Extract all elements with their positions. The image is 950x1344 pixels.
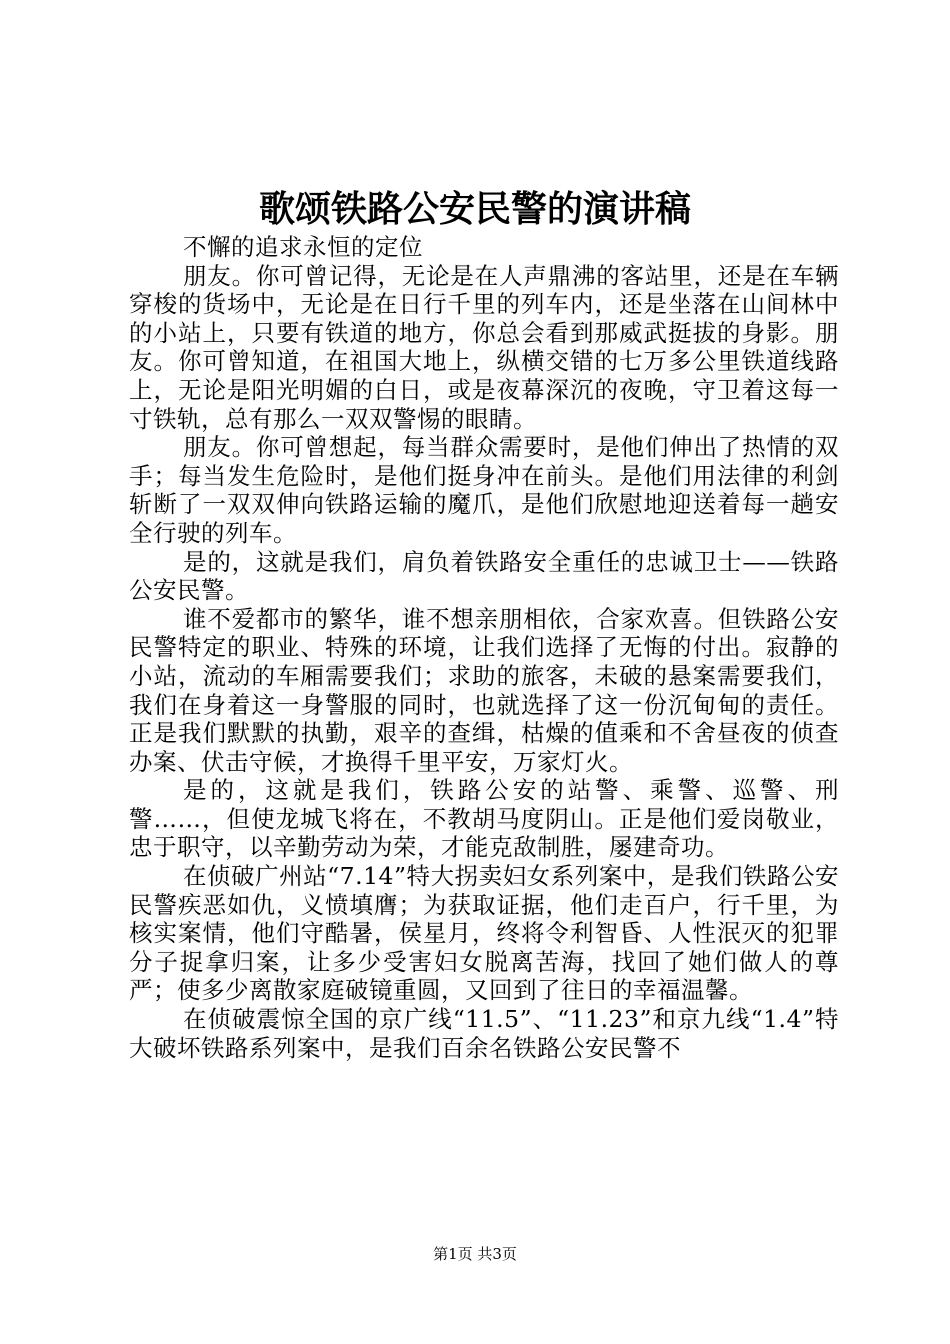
body-paragraph: 是的，这就是我们，肩负着铁路安全重任的忠诚卫士——铁路公安民警。 xyxy=(129,547,839,605)
body-paragraph: 朋友。你可曾记得，无论是在人声鼎沸的客站里，还是在车辆穿梭的货场中，无论是在日行千里的列车内，还是坐落在山间林中的小站上，只要有铁道的地方，你总会看到那威武挺拔的身影。朋友。你可曾知道，在祖国大地上，纵横交错的七万多公里铁道线路上，无论是阳光明媚的白日，或是夜幕深沉的夜晚，守卫着这每一寸铁轨，总有那么一双双警惕的眼睛。 xyxy=(129,261,839,433)
page-number-footer: 第1页 共3页 xyxy=(433,1245,517,1263)
body-paragraph: 在侦破广州站“7.14”特大拐卖妇女系列案中，是我们铁路公安民警疾恶如仇，义愤填膺；为获取证据，他们走百户，行千里，为核实案情，他们守酷暑，侯星月，终将令利智昏、人性泯灭的犯罪分子捉拿归案，让多少受害妇女脱离苦海，找回了她们做人的尊严；使多少离散家庭破镜重圆，又回到了往日的幸福温馨。 xyxy=(129,862,839,1005)
body-paragraph: 朋友。你可曾想起，每当群众需要时，是他们伸出了热情的双手；每当发生危险时，是他们挺身冲在前头。是他们用法律的利剑斩断了一双双伸向铁路运输的魔爪，是他们欣慰地迎送着每一趟安全行驶的列车。 xyxy=(129,433,839,547)
subtitle-paragraph: 不懈的追求永恒的定位 xyxy=(183,233,423,261)
document-body xyxy=(129,233,839,1062)
body-paragraph: 是的，这就是我们，铁路公安的站警、乘警、巡警、刑警……，但使龙城飞将在，不教胡马度阴山。正是他们爱岗敬业，忠于职守，以辛勤劳动为荣，才能克敌制胜，屡建奇功。 xyxy=(129,776,839,862)
body-paragraph: 在侦破震惊全国的京广线“11.5”、“11.23”和京九线“1.4”特大破坏铁路系列案中，是我们百余名铁路公安民警不 xyxy=(129,1005,839,1062)
document-title: 歌颂铁路公安民警的演讲稿 xyxy=(258,188,691,230)
body-paragraph: 谁不爱都市的繁华，谁不想亲朋相依，合家欢喜。但铁路公安民警特定的职业、特殊的环境，让我们选择了无悔的付出。寂静的小站，流动的车厢需要我们；求助的旅客，未破的悬案需要我们，我们在身着这一身警服的同时，也就选择了这一份沉甸甸的责任。正是我们默默的执勤，艰辛的查缉，枯燥的值乘和不舍昼夜的侦查办案、伏击守候，才换得千里平安，万家灯火。 xyxy=(129,604,839,776)
